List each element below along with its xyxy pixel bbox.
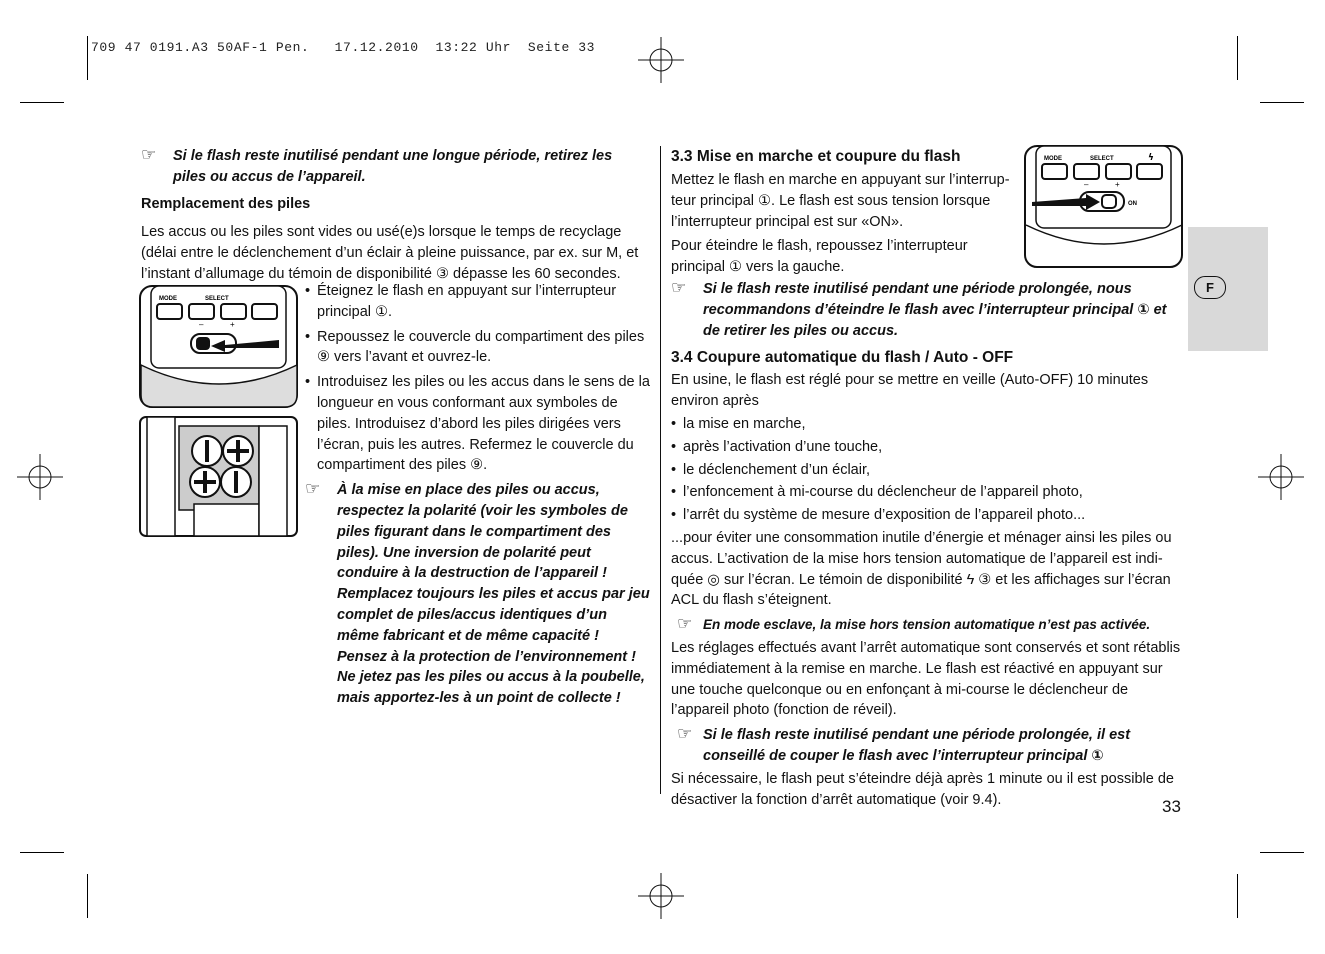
select-label: SELECT [205, 296, 229, 302]
paragraph-power-off: Pour éteindre le flash, repoussez l’interrupteur principal ① vers la gauche. [671, 238, 968, 276]
hint-switch-off: ☞ Si le flash reste inutilisé pendant une période prolongée, il est conseillé de couper le flash avec l’interrupteur principal ① [677, 724, 1131, 764]
minus-label: – [199, 320, 204, 329]
page-number: 33 [1162, 797, 1181, 816]
right-column-top [671, 146, 1011, 278]
minus-label: – [1084, 180, 1089, 189]
plus-button [1106, 164, 1131, 179]
list-item: • Éteignez le flash en appuyant sur l’interrupteur principal ①. [305, 281, 651, 323]
list-item: • Repoussez le couvercle du compartiment des piles ⑨ vers l’avant et ouvrez-le. [305, 327, 651, 369]
battery-compartment-illustration [139, 416, 299, 538]
flash-on-switch-illustration [1024, 145, 1184, 269]
flash-button [252, 304, 277, 319]
pointing-hand-icon: ☞ [677, 614, 693, 634]
section-heading-auto-off: 3.4 Coupure automatique du flash / Auto - OFF [671, 349, 1014, 367]
hint-slave-mode: ☞ En mode esclave, la mise hors tension automatique n’est pas activée. [677, 614, 1151, 634]
pointing-hand-icon: ☞ [671, 278, 687, 297]
registration-mark-left [17, 454, 63, 500]
paragraph-settings-kept: Les réglages effectués avant l’arrêt automatique sont conservés et sont rétablis immédiatement à la remise en marche. Le flash est réactivé en appuyant sur une touche quelconque ou en enfonçant à mi-course le déclencheur de l’appareil photo (fonction de réveil). [671, 639, 1181, 719]
select-label: SELECT [1090, 156, 1114, 162]
mode-button [1042, 164, 1067, 179]
section-heading-power: 3.3 Mise en marche et coupure du flash [671, 148, 961, 165]
paragraph-auto-off: En usine, le flash est réglé pour se mettre en veille (Auto-OFF) 10 minutes environ après [671, 372, 1149, 410]
left-instructions [305, 281, 651, 709]
registration-mark-right [1258, 454, 1304, 500]
hint-polarity: ☞ À la mise en place des piles ou accus, respectez la polarité (voir les symboles de piles figurant dans le compartiment des piles). Une inversion de polarité peut conduire à la destruction de l’appareil ! Remplacez toujours les piles et accus par jeu complet de piles/accus identiques d’un même fabricant et de même capacité ! Pensez à la protection de l’environnement ! Ne jetez pas les piles ou accus à la poubelle, mais apportez-les à un point de collecte ! [305, 479, 650, 707]
flash-button [1137, 164, 1162, 179]
left-column [141, 146, 649, 285]
flash-label: ϟ [1148, 153, 1154, 163]
section-heading-battery: Remplacement des piles [141, 195, 311, 212]
switch-knob [196, 337, 210, 350]
switch-knob [1102, 195, 1116, 208]
plus-label: + [1115, 180, 1120, 189]
list-item: • l’enfoncement à mi-course du déclencheur de l’appareil photo, [671, 482, 1183, 503]
list-item: • l’arrêt du système de mesure d’exposition de l’appareil photo... [671, 505, 1183, 526]
plus-button [221, 304, 246, 319]
mode-button [157, 304, 182, 319]
list-item: • le déclenchement d’un éclair, [671, 460, 1183, 481]
column-divider [660, 146, 661, 794]
list-item: • la mise en marche, [671, 414, 1183, 435]
paragraph-battery-empty: Les accus ou les piles sont vides ou usé(e)s lorsque le temps de recyclage (délai entre le déclenchement d’un éclair à pleine puissance, par ex. sur M, et l’instant d’allumage du témoin de disponibilité ③ dépasse les 60 secondes. [141, 224, 639, 282]
paragraph-purpose: ...pour éviter une consommation inutile d’énergie et ménager ainsi les piles ou accus. L’activation de la mise hors tension automatique de l’appareil est indiquée ◎ sur l’écran. Le témoin de disponibilité ϟ ③ et les affichages sur l’écran ACL du flash s’éteignent. [671, 529, 1172, 609]
plus-label: + [230, 320, 235, 329]
language-tab-label: F [1194, 276, 1226, 299]
hint-long-storage: ☞ Si le flash reste inutilisé pendant une longue période, retirez les piles ou accus de l’appareil. [141, 145, 613, 185]
mode-label: MODE [159, 296, 177, 302]
hint-prolonged: ☞ Si le flash reste inutilisé pendant une période prolongée, nous recommandons d’éteindre le flash avec l’interrupteur principal ① et de retirer les piles ou accus. [671, 278, 1167, 339]
pointing-hand-icon: ☞ [305, 479, 321, 499]
mode-label: MODE [1044, 156, 1062, 162]
registration-mark-top [638, 37, 684, 83]
minus-button [189, 304, 214, 319]
pointing-hand-icon: ☞ [141, 145, 157, 164]
registration-mark-bottom [638, 873, 684, 919]
flash-switch-illustration [139, 285, 299, 409]
minus-button [1074, 164, 1099, 179]
print-slug: 709 47 0191.A3 50AF-1 Pen. 17.12.2010 13:22 Uhr Seite 33 [91, 40, 596, 55]
list-item: • après l’activation d’une touche, [671, 437, 1183, 458]
paragraph-one-minute: Si nécessaire, le flash peut s’éteindre déjà après 1 minute ou il est possible de désactiver la fonction d’arrêt automatique (voir 9.4). [671, 770, 1174, 808]
right-column [671, 279, 1183, 810]
list-item: • Introduisez les piles ou les accus dans le sens de la longueur en vous conformant aux symboles de piles. Introduisez d’abord les piles dirigées vers l’écran, puis les autres. Refermez le couvercle du compartiment des piles ⑨. [305, 372, 651, 476]
pointing-hand-icon: ☞ [677, 724, 693, 744]
on-label: ON [1128, 201, 1137, 207]
paragraph-power-on: Mettez le flash en marche en appuyant sur l’interrupteur principal ①. Le flash est sous tension lorsque l’interrupteur principal est sur «ON». [671, 172, 1010, 230]
